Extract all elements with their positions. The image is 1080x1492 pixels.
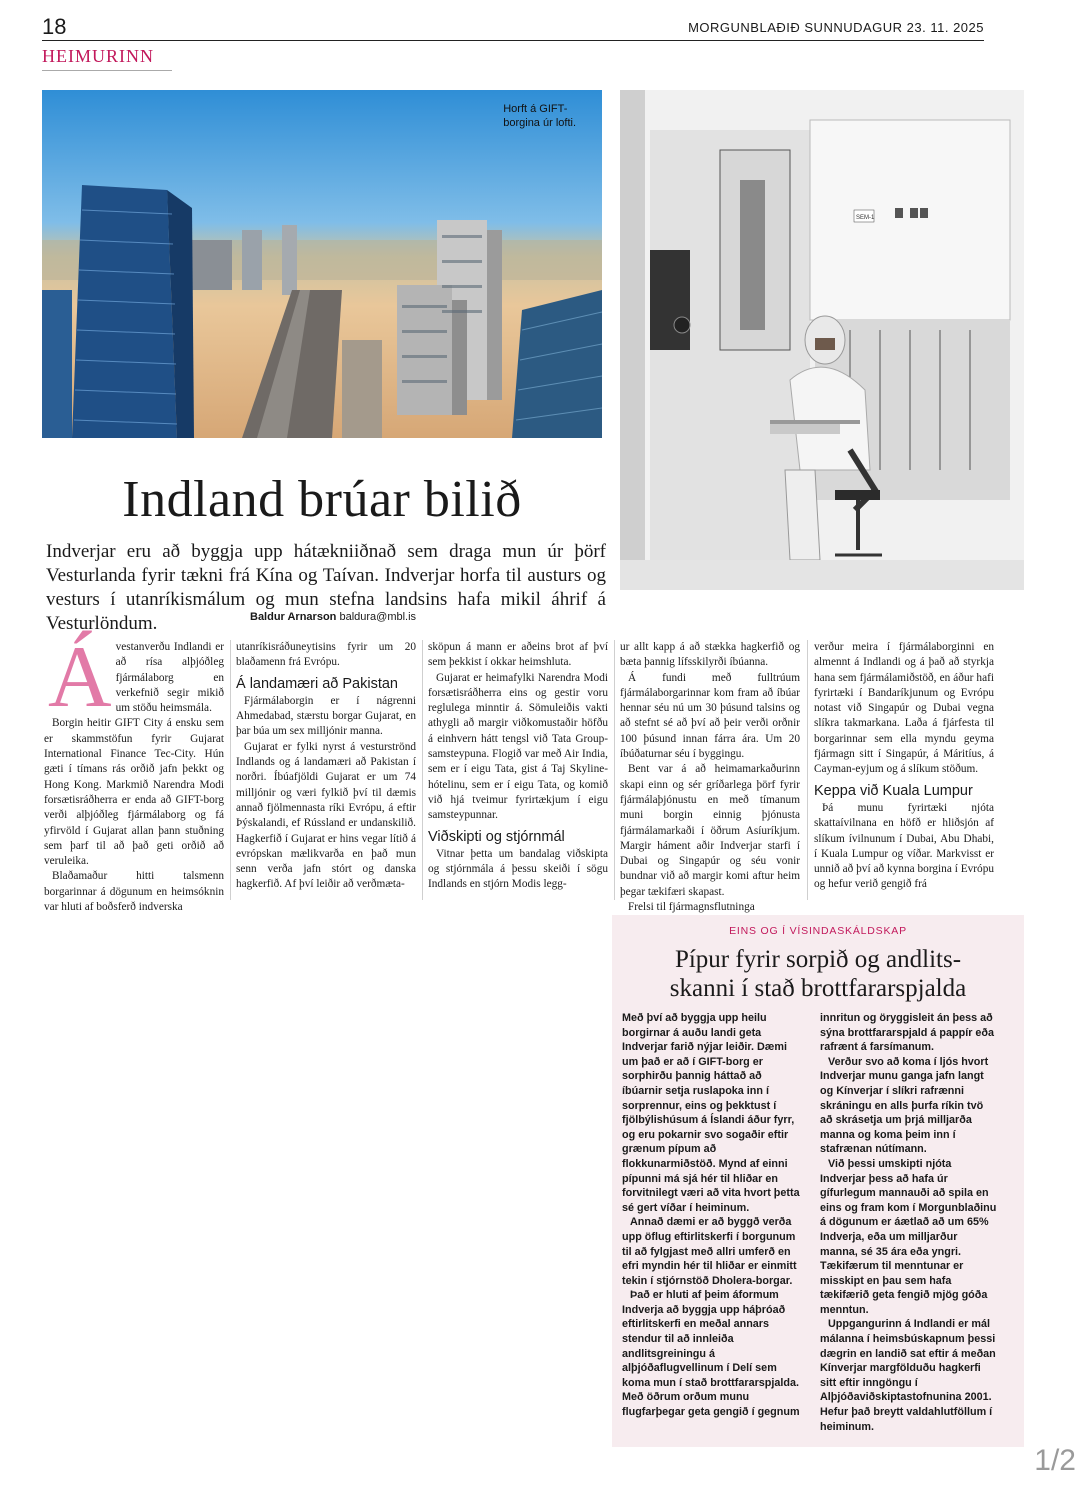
paragraph: Þá munu fyrirtæki njóta skattaívilnana en höfð er hliðsjón af slíkum ívilnunum í Dubai, Abu Dhabi, í Kuala Lumpur og víðar. Markvisst er unnið að því að kynna borgina í Evrópu og hefur verið gengið frá [814, 801, 994, 891]
column-divider [422, 640, 423, 900]
caption-line: Horft á GIFT- [503, 103, 568, 115]
drop-cap: Á [48, 629, 112, 726]
column-divider [807, 640, 808, 900]
top-rule [42, 40, 984, 41]
article-column-3 [428, 640, 608, 893]
byline [250, 611, 416, 623]
paragraph: Borgin heitir GIFT City á ensku sem er skammstöfun fyrir Gujarat International Finance Tec-City. Hún gæti í tímans rás orðið jafn þekkt og Hong Kong. Markmið Narendra Modi forsætisráðherra er enda að GIFT-borg verði alþjóðleg fjármálaborg og fá yfirvöld í Gujarat allan þann stuðning sem þarf til að það geti orðið að veruleika. [44, 717, 224, 868]
paragraph: Uppgangurinn á Indlandi er mál málanna í heimsbúskapnum þessi dægrin en landið sat eftir á meðan Kínverjar margfölduðu hagkerfi sitt eftir inngöngu í Alþjóðaviðskiptastofnunina 2001. Hefur það breytt valdahlutföllum í heiminum. [820, 1318, 996, 1433]
article-column-1 [44, 629, 224, 915]
paragraph: Frelsi til fjármagnsflutninga [628, 901, 755, 914]
sign-label [854, 210, 875, 222]
byline-email: baldura@mbl.is [339, 611, 417, 623]
photo-caption [503, 102, 576, 130]
paragraph: innritun og öryggisleit án þess að sýna brottfararspjald á pappír eða rafrænt á farsímanum. [820, 1012, 994, 1054]
column-divider [230, 640, 231, 900]
subheading: Á landamæri að Pakistan [236, 675, 398, 692]
paragraph: Verður svo að koma í ljós hvort Indverjar munu ganga jafn langt og Kínverjar í slíkri rafrænni skráningu en alls þurfa ríkin tvö að skrásetja um þrjá milljarða manna og koma þeim inn í stafrænan nútímann. [820, 1055, 989, 1156]
page-indicator: 1/2 [1034, 1444, 1076, 1477]
paragraph: verður meira í fjármálaborginni en almennt á Indlandi og á það að styrkja hana sem fjármálamiðstöð, en áður hafi fyrirtæki í Bandaríkjunum og Evrópu notast við Singapúr og Dubai vegna slíkra takmarkana. Laða á fjárfesta til borgarinnar sem ella myndu geyma fjármagn sitt í Singapúr, á Máritíus, á Cayman-eyjum og á slíkum stöðum. [814, 641, 994, 776]
skyline-illustration [42, 90, 602, 438]
paragraph: vestanverðu Indlandi er að rísa alþjóðleg fjármálaborg en verkefnið segir mikið um stöðu heimsmála. [115, 641, 224, 715]
cleanroom-photo [620, 90, 1024, 590]
paragraph: utanríkisráðuneytisins fyrir um 20 blaðamenn frá Evrópu. [236, 641, 416, 669]
paragraph: Það er hluti af þeim áformum Indverja að byggja upp háþróað eftirlitskerfi en meðal annars stendur til að innleiða andlitsgreiningu á alþjóðaflugvellinum í Delí sem koma mun í stað brottfararspjalda. Með öðrum orðum munu flugfarþegar geta gengið í gegnum [622, 1289, 800, 1419]
sidebar-column-1 [622, 1011, 800, 1420]
article-headline: Indland brúar bilið [122, 471, 522, 528]
paragraph: sköpun á mann er aðeins brot af því sem þekkist í okkar heimshluta. [428, 641, 608, 669]
article-column-4 [620, 640, 800, 915]
sidebar-title-line: Pípur fyrir sorpið og andlits- [674, 946, 962, 973]
paragraph: Fjármálaborgin er í nágrenni Ahmedabad, stærstu borgar Gujarat, en þar búa um sex milljónir manna. [236, 694, 416, 738]
sidebar-column-2 [820, 1011, 998, 1434]
section-rule [42, 70, 172, 71]
article-deck: Indverjar eru að byggja upp hátækniiðnað sem draga mun úr þörf Vesturlanda fyrir tækni frá Kína og Taívan. Indverjar horfa til austurs og vesturs í utanríkismálum og mun stefna landsins hafa mikil áhrif á Vesturlöndum. [46, 541, 606, 634]
article-column-2 [236, 640, 416, 893]
paragraph: Gujarat er fylki nyrst á vesturströnd Indlands og á landamæri að Pakistan í norðri. Íbúafjöldi Gujarat er um 74 milljónir og væri fylkið því til dæmis annað fjölmennasta ríki Evrópu, á eftir Þýskalandi, ef Rússland er undanskilið. Hagkerfið í Gujarat er hins vegar lítið á evrópskan mælikvarða en það mun senn verða jafn stórt og danska hagkerfið. Af því leiðir að verðmæta- [236, 740, 416, 891]
paragraph: Gujarat er heimafylki Narendra Modi forsætisráðherra eins og gestir voru reglulega minntir á. Sömuleiðis vakti athygli að margir viðkomustaðir höfðu á einhvern hátt tengsl við Tata Group-samsteypuna. Flogið var með Air India, sem er í eigu Tata, gist á Taj Skyline-hótelinu, sem er í eigu Tata, og komið við hjá tveimur fyrirtækjum í eigu samsteypunnar. [428, 671, 608, 822]
sidebar-title-line: skanni í stað brottfararspjalda [669, 975, 967, 1002]
subheading: Viðskipti og stjórnmál [428, 828, 565, 845]
masthead: MORGUNBLAÐIÐ SUNNUDAGUR 23. 11. 2025 [688, 20, 984, 35]
paragraph: Vitnar þetta um bandalag viðskipta og stjórnmála á þessu skeiði í sögu Indlands en stjórn Modis legg- [428, 847, 608, 891]
caption-line: borgina úr lofti. [503, 117, 576, 129]
section-label: HEIMURINN [42, 46, 154, 66]
sign-text: SEM-1 [856, 215, 875, 221]
skyline-photo [42, 90, 602, 438]
paragraph: Á fundi með fulltrúum fjármálaborgarinnar kom fram að íbúar hennar séu nú um 30 þúsund talsins og að stefnt sé að því að þeir verði orðnir 100 þúsund innan fárra ára. Um 20 íbúðaturnar séu í byggingu. [620, 671, 800, 761]
subheading: Keppa við Kuala Lumpur [814, 782, 973, 799]
paragraph: ur allt kapp á að stækka hagkerfið og bæta þannig lífsskilyrði íbúanna. [620, 641, 800, 669]
paragraph: Blaðamaður hitti talsmenn borgarinnar á dögunum en heimsóknin var hluti af boðsferð indverska [44, 870, 224, 914]
paragraph: Annað dæmi er að byggð verða upp öflug eftirlitskerfi í borgunum til að fylgjast með allri umferð en efri myndin hér til hliðar er einmitt tekin í stjórnstöð Dholera-borgar. [622, 1216, 797, 1287]
cleanroom-illustration [620, 90, 1024, 590]
paragraph: Með því að byggja upp heilu borgirnar á auðu landi geta Indverjar farið nýjar leiðir. Dæmi um það er að í GIFT-borg er sorphirðu þannig háttað að íbúarnir setja ruslapoka inn í sorprennur, eins og þekktust í fjölbýlishúsum á Íslandi áður fyrr, og eru pokarnir svo sogaðir eftir grænum pípum að flokkunarmiðstöð. Mynd af einni pípunni má sjá hér til hliðar en forvitnilegt væri að vita hvort þetta sé gert víðar í heiminum. [622, 1012, 800, 1214]
sidebar-box [612, 915, 1024, 1447]
paragraph: Bent var á að heimamarkaðurinn skapi einn og sér gríðarlega þörf fyrir fjármálaþjónustu en með tímanum muni borgin einnig þjónusta fjármálamarkaði í öðrum Asíuríkjum. Margir háment aðir Indverjar starfi í Dubai og Singapúr og séu vonir bundnar við að margir komi aftur heim þegar tækifæri skapast. [620, 763, 800, 898]
sidebar-title [612, 945, 1024, 1003]
column-divider [614, 640, 615, 900]
article-column-5 [814, 640, 994, 893]
byline-name: Baldur Arnarson [250, 611, 337, 623]
paragraph: Við þessi umskipti njóta Indverjar þess að hafa úr gífurlegum mannauði að spila en eins og fram kom í Morgunblaðinu á dögunum er áætlað að um 65% Indverja, eða um milljarður manna, sé 35 ára eða yngri. Tækifærum til menntunar er misskipt en þau sem hafa tækifærið geta fengið mjög góða menntun. [820, 1157, 997, 1316]
page-number: 18 [42, 14, 67, 39]
sidebar-kicker: EINS OG Í VÍSINDASKÁLDSKAP [729, 925, 907, 937]
